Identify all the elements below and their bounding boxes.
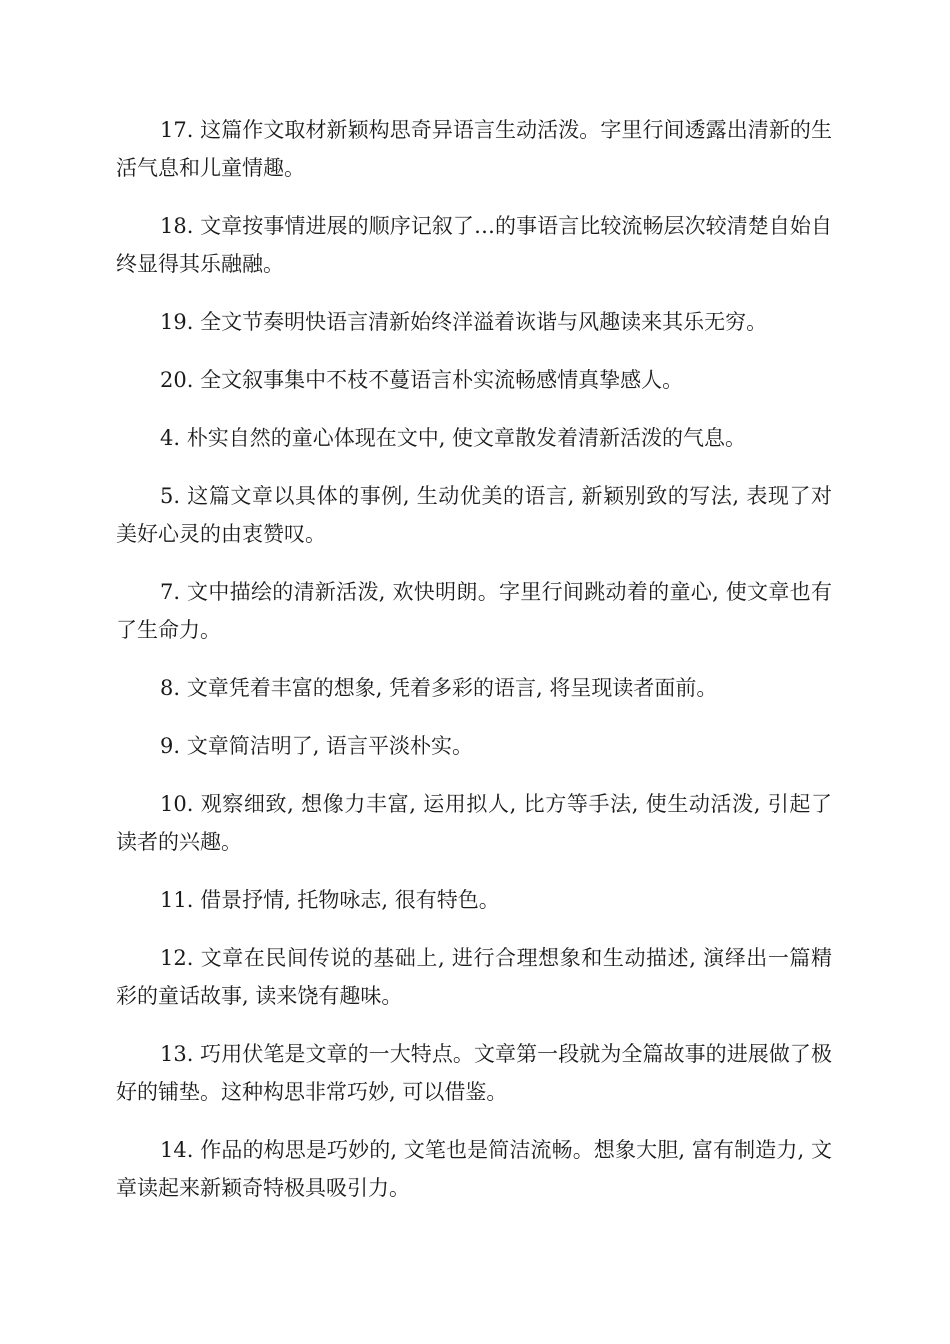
paragraph-18: 18. 文章按事情进展的顺序记叙了…的事语言比较流畅层次较清楚自始自终显得其乐融融。 bbox=[116, 214, 832, 276]
paragraph-19: 19. 全文节奏明快语言清新始终洋溢着诙谐与风趣读来其乐无穷。 bbox=[160, 310, 768, 334]
paragraph-9: 9. 文章简洁明了, 语言平淡朴实。 bbox=[160, 734, 474, 758]
paragraph-17: 17. 这篇作文取材新颖构思奇异语言生动活泼。字里行间透露出清新的生活气息和儿童情趣。 bbox=[116, 118, 832, 180]
paragraph-5: 5. 这篇文章以具体的事例, 生动优美的语言, 新颖别致的写法, 表现了对美好心灵的由衷赞叹。 bbox=[116, 484, 832, 546]
paragraph-8: 8. 文章凭着丰富的想象, 凭着多彩的语言, 将呈现读者面前。 bbox=[160, 676, 718, 700]
paragraph-11: 11. 借景抒情, 托物咏志, 很有特色。 bbox=[160, 888, 500, 912]
paragraph-4: 4. 朴实自然的童心体现在文中, 使文章散发着清新活泼的气息。 bbox=[160, 426, 747, 450]
paragraph-12: 12. 文章在民间传说的基础上, 进行合理想象和生动描述, 演绎出一篇精彩的童话故事, 读来饶有趣味。 bbox=[116, 946, 832, 1008]
paragraph-20: 20. 全文叙事集中不枝不蔓语言朴实流畅感情真挚感人。 bbox=[160, 368, 684, 392]
document-body bbox=[116, 111, 832, 1227]
paragraph-14: 14. 作品的构思是巧妙的, 文笔也是简洁流畅。想象大胆, 富有制造力, 文章读起来新颖奇特极具吸引力。 bbox=[116, 1138, 832, 1200]
paragraph-7: 7. 文中描绘的清新活泼, 欢快明朗。字里行间跳动着的童心, 使文章也有了生命力。 bbox=[116, 580, 832, 642]
paragraph-10: 10. 观察细致, 想像力丰富, 运用拟人, 比方等手法, 使生动活泼, 引起了读者的兴趣。 bbox=[116, 792, 832, 854]
paragraph-13: 13. 巧用伏笔是文章的一大特点。文章第一段就为全篇故事的进展做了极好的铺垫。这种构思非常巧妙, 可以借鉴。 bbox=[116, 1042, 832, 1104]
